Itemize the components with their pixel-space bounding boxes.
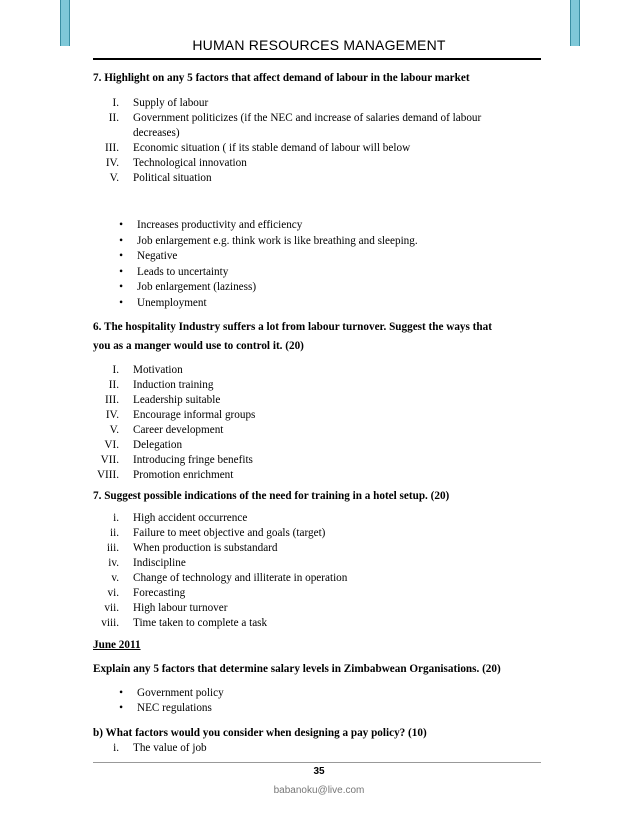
list-text: High accident occurrence: [133, 511, 248, 524]
list-number: VIII.: [96, 468, 119, 481]
bullets1-list: [93, 218, 543, 312]
list-number: [93, 126, 119, 141]
bullet-icon: •: [119, 250, 123, 263]
salary-list: [93, 686, 543, 717]
list-item: [93, 408, 543, 423]
q6-list: [93, 363, 543, 483]
list-number: v.: [111, 571, 119, 584]
list-number: vi.: [107, 586, 119, 599]
list-text: Failure to meet objective and goals (target): [133, 526, 326, 539]
list-item: [93, 741, 543, 756]
list-number: II.: [108, 112, 119, 124]
list-item: [93, 438, 543, 453]
list-item: [93, 586, 543, 601]
list-number: I.: [112, 363, 119, 376]
bullet-text: Job enlargement e.g. think work is like breathing and sleeping.: [137, 234, 418, 247]
list-text: Induction training: [133, 378, 214, 391]
list-text: Encourage informal groups: [133, 408, 256, 421]
list-item: [93, 111, 543, 126]
bullet-icon: •: [119, 296, 123, 309]
bullet-item: [93, 218, 543, 234]
list-text: Career development: [133, 423, 224, 436]
list-number: IV.: [105, 408, 119, 421]
list-text: Economic situation ( if its stable demand of labour will below: [133, 142, 411, 154]
list-number: iv.: [108, 556, 119, 569]
list-item: [93, 171, 543, 186]
page-content: [93, 71, 543, 756]
list-item: [93, 96, 543, 111]
list-number: viii.: [101, 616, 119, 629]
list-text: Leadership suitable: [133, 393, 221, 406]
salary-question: Explain any 5 factors that determine salary levels in Zimbabwean Organisations. (20): [93, 662, 501, 675]
bullet-text: NEC regulations: [137, 702, 212, 715]
list-text: Introducing fringe benefits: [133, 453, 253, 466]
list-item: [93, 571, 543, 586]
list-text: High labour turnover: [133, 601, 228, 614]
list-number: V.: [109, 172, 119, 184]
bullet-text: Negative: [137, 250, 178, 263]
list-number: VII.: [100, 453, 119, 466]
pay-policy-question: b) What factors would you consider when designing a pay policy? (10): [93, 726, 427, 739]
bullet-item: [93, 701, 543, 717]
list-text: Delegation: [133, 438, 183, 451]
bullet-item: [93, 686, 543, 702]
bullet-icon: •: [119, 219, 123, 231]
footer-rule: [93, 762, 541, 763]
list-text: When production is substandard: [133, 541, 278, 554]
bullet-item: [93, 265, 543, 281]
list-text: Time taken to complete a task: [133, 616, 268, 629]
q7b-question: 7. Suggest possible indications of the need for training in a hotel setup. (20): [93, 489, 450, 502]
list-text: decreases): [133, 127, 180, 139]
list-text: Supply of labour: [133, 97, 209, 109]
list-number: I.: [112, 97, 119, 109]
q7a-list: [93, 96, 543, 186]
list-number: iii.: [106, 541, 119, 554]
list-text: Motivation: [133, 363, 183, 376]
list-item: [93, 616, 543, 631]
bullet-item: [93, 249, 543, 265]
bullet-icon: •: [119, 702, 123, 715]
bullet-item: [93, 296, 543, 312]
list-item: [93, 156, 543, 171]
list-item: [93, 453, 543, 468]
list-number: IV.: [105, 157, 119, 169]
page-number: 35: [313, 766, 325, 777]
bullet-item: [93, 234, 543, 250]
bullet-text: Government policy: [137, 686, 224, 699]
list-item: [93, 511, 543, 526]
q6-question-line1: 6. The hospitality Industry suffers a lot from labour turnover. Suggest the ways that: [93, 320, 492, 333]
list-number: i.: [113, 511, 119, 524]
list-text: The value of job: [133, 741, 207, 754]
bullet-text: Leads to uncertainty: [137, 265, 229, 278]
q7b-list: [93, 511, 543, 631]
list-item: [93, 126, 543, 141]
june-heading: June 2011: [93, 638, 141, 651]
list-number: V.: [109, 423, 119, 436]
list-item: [93, 526, 543, 541]
list-number: III.: [105, 393, 119, 406]
list-text: Promotion enrichment: [133, 468, 234, 481]
list-text: Technological innovation: [133, 157, 247, 169]
list-number: ii.: [109, 526, 119, 539]
list-item: [93, 393, 543, 408]
list-item: [93, 141, 543, 156]
bullet-icon: •: [119, 686, 123, 699]
list-number: III.: [105, 142, 119, 154]
list-text: Indiscipline: [133, 556, 186, 569]
list-text: Change of technology and illiterate in operation: [133, 571, 348, 584]
header-rule: [93, 58, 541, 60]
bullet-text: Increases productivity and efficiency: [137, 219, 303, 231]
list-text: Government politicizes (if the NEC and increase of salaries demand of labour: [133, 112, 482, 124]
list-text: Forecasting: [133, 586, 186, 599]
list-number: i.: [113, 741, 119, 754]
list-number: VI.: [104, 438, 119, 451]
list-item: [93, 468, 543, 483]
list-text: Political situation: [133, 172, 212, 184]
list-item: [93, 601, 543, 616]
footer-email: babanoku@live.com: [273, 785, 365, 796]
pay-policy-list: [93, 741, 543, 756]
page-header: HUMAN RESOURCES MANAGEMENT: [192, 37, 446, 53]
list-item: [93, 363, 543, 378]
list-item: [93, 378, 543, 393]
list-number: II.: [108, 378, 119, 391]
bullet-icon: •: [119, 265, 123, 278]
bullet-icon: •: [119, 234, 123, 247]
bullet-text: Job enlargement (laziness): [137, 281, 257, 294]
list-number: vii.: [104, 601, 119, 614]
q6-question-line2: you as a manger would use to control it. (20): [93, 339, 304, 352]
bullet-item: [93, 280, 543, 296]
list-item: [93, 556, 543, 571]
list-item: [93, 541, 543, 556]
bullet-icon: •: [119, 281, 123, 294]
q7a-question: 7. Highlight on any 5 factors that affect demand of labour in the labour market: [93, 72, 470, 84]
bullet-text: Unemployment: [137, 296, 207, 309]
list-item: [93, 423, 543, 438]
